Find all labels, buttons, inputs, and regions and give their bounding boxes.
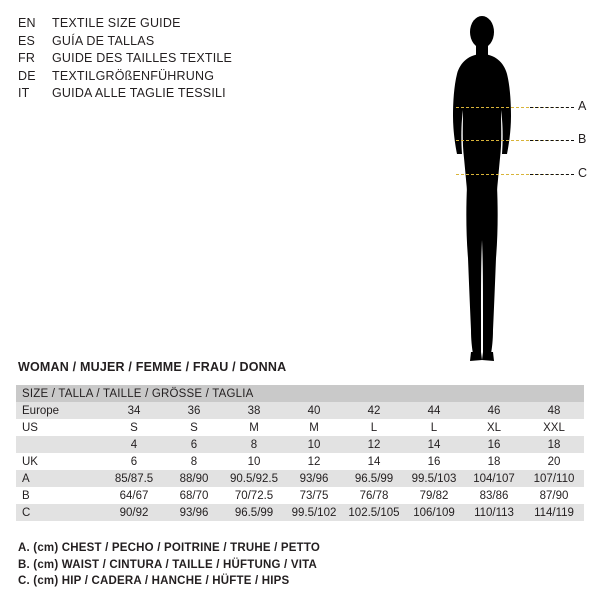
table-row [16, 419, 584, 436]
footnotes-block [18, 540, 538, 590]
size-table-wrapper [16, 385, 584, 521]
table-cell: 88/90 [164, 470, 224, 487]
language-title: GUIDA ALLE TAGLIE TESSILI [52, 86, 226, 100]
marker-line-hip-extension [530, 174, 574, 175]
language-code: ES [18, 33, 36, 48]
woman-silhouette-icon [430, 8, 590, 368]
table-cell: 10 [284, 436, 344, 453]
table-row [16, 470, 584, 487]
table-cell: 68/70 [164, 487, 224, 504]
language-title: TEXTILGRÖßENFÜHRUNG [52, 68, 215, 83]
footnote-hip: C. (cm) HIP / CADERA / HANCHE / HÜFTE / HIPS [18, 575, 290, 587]
marker-label-a: A [578, 99, 587, 113]
table-cell: M [284, 419, 344, 436]
table-cell: 70/72.5 [224, 487, 284, 504]
table-header-label: SIZE / TALLA / TAILLE / GRÖSSE / TAGLIA [16, 385, 584, 402]
table-cell: 4 [104, 436, 164, 453]
language-header-block [18, 16, 348, 104]
table-cell: 93/96 [284, 470, 344, 487]
table-row [16, 402, 584, 419]
table-cell: 90.5/92.5 [224, 470, 284, 487]
table-cell: 14 [404, 436, 464, 453]
table-cell: 6 [104, 453, 164, 470]
table-row [16, 436, 584, 453]
table-cell: 44 [404, 402, 464, 419]
language-row [18, 16, 348, 34]
table-cell: 85/87.5 [104, 470, 164, 487]
language-row [18, 86, 348, 104]
table-cell: 107/110 [524, 470, 584, 487]
row-label: UK [16, 453, 104, 470]
table-cell: 110/113 [464, 504, 524, 521]
table-cell: M [224, 419, 284, 436]
row-label: Europe [16, 402, 104, 419]
table-cell: 16 [464, 436, 524, 453]
row-label: C [16, 504, 104, 521]
language-code: EN [18, 16, 36, 30]
language-code: DE [18, 68, 36, 83]
section-caption: WOMAN / MUJER / FEMME / FRAU / DONNA [18, 360, 287, 374]
table-cell: 99.5/103 [404, 470, 464, 487]
table-cell: 90/92 [104, 504, 164, 521]
row-label: A [16, 470, 104, 487]
table-cell: 18 [464, 453, 524, 470]
table-cell: 96.5/99 [344, 470, 404, 487]
marker-line-waist-extension [530, 140, 574, 141]
table-cell: 40 [284, 402, 344, 419]
table-cell: 114/119 [524, 504, 584, 521]
table-cell: 93/96 [164, 504, 224, 521]
table-header-row [16, 385, 584, 402]
table-cell: 48 [524, 402, 584, 419]
table-cell: 46 [464, 402, 524, 419]
marker-line-chest-extension [530, 107, 574, 108]
table-cell: 36 [164, 402, 224, 419]
table-cell: 8 [224, 436, 284, 453]
language-row [18, 69, 348, 87]
language-code: FR [18, 51, 36, 65]
footnote-chest: A. (cm) CHEST / PECHO / POITRINE / TRUHE / PETTO [18, 542, 321, 554]
language-code: IT [18, 86, 30, 100]
table-cell: 76/78 [344, 487, 404, 504]
language-title: GUIDE DES TAILLES TEXTILE [52, 51, 233, 65]
table-row [16, 504, 584, 521]
table-cell: 96.5/99 [224, 504, 284, 521]
table-cell: 73/75 [284, 487, 344, 504]
marker-label-c: C [578, 166, 588, 180]
table-cell: 87/90 [524, 487, 584, 504]
table-cell: 20 [524, 453, 584, 470]
table-row [16, 487, 584, 504]
table-cell: 64/67 [104, 487, 164, 504]
table-cell: L [344, 419, 404, 436]
table-cell: 42 [344, 402, 404, 419]
footnote-waist: B. (cm) WAIST / CINTURA / TAILLE / HÜFTUNG / VITA [18, 558, 317, 571]
table-cell: 14 [344, 453, 404, 470]
language-title: TEXTILE SIZE GUIDE [52, 16, 181, 30]
table-row [16, 453, 584, 470]
table-cell: S [104, 419, 164, 436]
table-cell: S [164, 419, 224, 436]
row-label: US [16, 419, 104, 436]
table-cell: 10 [224, 453, 284, 470]
table-cell: 99.5/102 [284, 504, 344, 521]
table-cell: 102.5/105 [344, 504, 404, 521]
table-cell: XL [464, 419, 524, 436]
table-cell: 106/109 [404, 504, 464, 521]
table-cell: 12 [344, 436, 404, 453]
table-cell: 12 [284, 453, 344, 470]
table-cell: 104/107 [464, 470, 524, 487]
table-cell: XXL [524, 419, 584, 436]
row-label: B [16, 487, 104, 504]
table-cell: 16 [404, 453, 464, 470]
female-silhouette-figure [430, 8, 590, 368]
size-table [16, 385, 584, 521]
marker-label-b: B [578, 132, 587, 146]
table-cell: 79/82 [404, 487, 464, 504]
table-cell: 83/86 [464, 487, 524, 504]
language-row [18, 34, 348, 52]
language-row [18, 51, 348, 69]
table-cell: 8 [164, 453, 224, 470]
table-cell: 18 [524, 436, 584, 453]
table-cell: 6 [164, 436, 224, 453]
table-cell: 38 [224, 402, 284, 419]
table-cell: L [404, 419, 464, 436]
language-title: GUÍA DE TALLAS [52, 33, 155, 48]
row-label [16, 436, 104, 453]
table-cell: 34 [104, 402, 164, 419]
